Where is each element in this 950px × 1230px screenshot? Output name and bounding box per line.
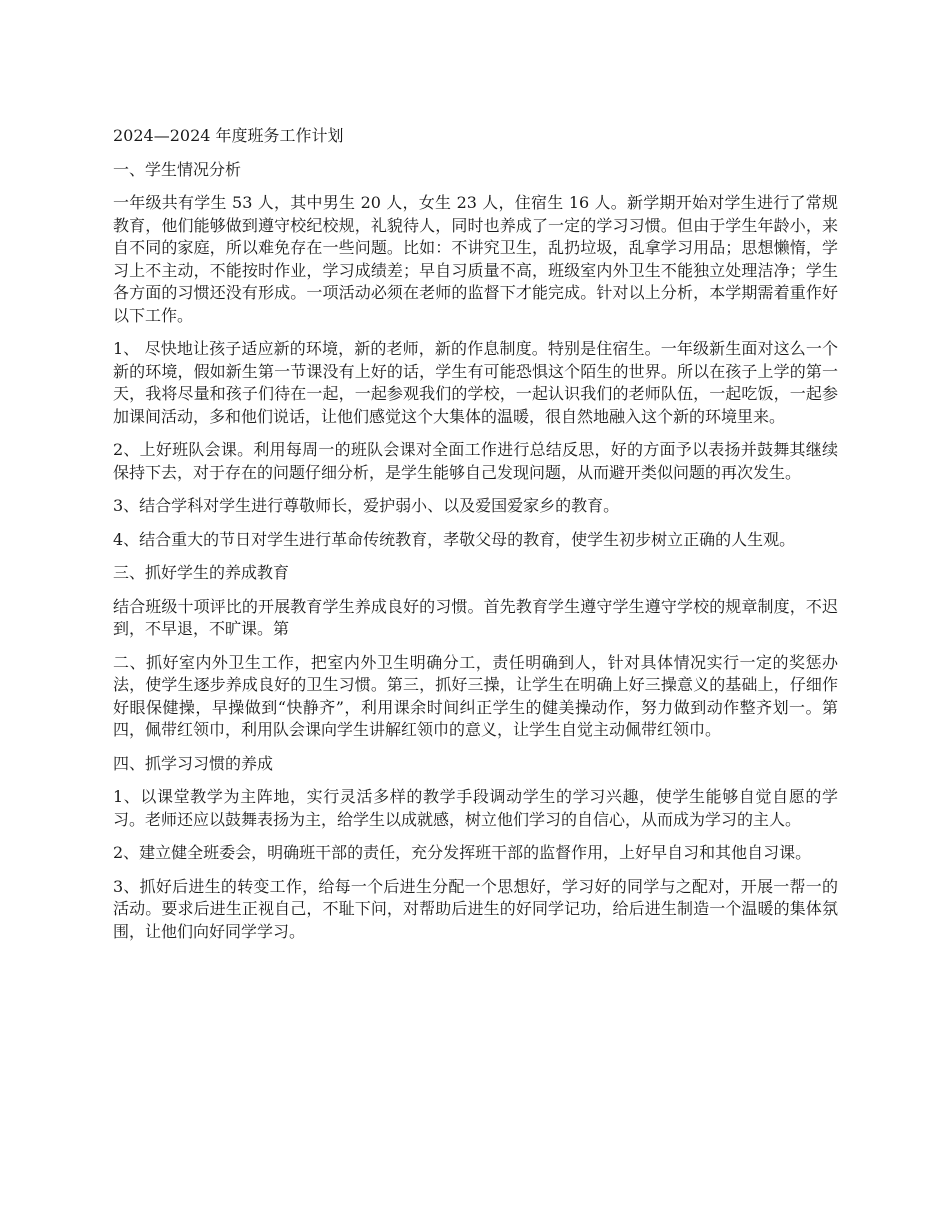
paragraph-item-2-class-meeting: 2、上好班队会课。利用每周一的班队会课对全面工作进行总结反思，好的方面予以表扬并鼓舞其继续保持下去，对于存在的问题仔细分析，是学生能够自己发现问题，从而避开类似问题的再次发生。 — [113, 440, 838, 482]
paragraph-hygiene-work: 二、抓好室内外卫生工作，把室内外卫生明确分工，责任明确到人，针对具体情况实行一定的奖惩办法，使学生逐步养成良好的卫生习惯。第三，抓好三操，让学生在明确上好三操意义的基础上，仔细作好眼保健操，早操做到“快静齐”，利用课余时间纠正学生的健美操动作，努力做到动作整齐划一。第四，佩带红领巾，利用队会课向学生讲解红领巾的意义，让学生自觉主动佩带红领巾。 — [113, 652, 838, 739]
paragraph-item-1-adapt: 1、 尽快地让孩子适应新的环境，新的老师，新的作息制度。特别是住宿生。一年级新生面对这么一个新的环境，假如新生第一节课没有上好的话，学生有可能恐惧这个陌生的世界。所以在孩子上学的第一天，我将尽量和孩子们待在一起，一起参观我们的学校，一起认识我们的老师队伍，一起吃饭，一起参加课间活动，多和他们说话，让他们感觉这个大集体的温暖，很自然地融入这个新的环境里来。 — [113, 339, 838, 426]
paragraph-student-analysis: 一年级共有学生 53 人，其中男生 20 人，女生 23 人，住宿生 16 人。新学期开始对学生进行了常规教育，他们能够做到遵守校纪校规，礼貌待人，同时也养成了一定的学习习惯。但由于学生年龄小，来自不同的家庭，所以难免存在一些问题。比如：不讲究卫生，乱扔垃圾，乱拿学习用品；思想懒惰，学习上不主动，不能按时作业，学习成绩差；早自习质量不高，班级室内外卫生不能独立处理洁净；学生各方面的习惯还没有形成。一项活动必须在老师的监督下才能完成。针对以上分析，本学期需着重作好以下工作。 — [113, 193, 838, 325]
paragraph-habits-evaluation: 结合班级十项评比的开展教育学生养成良好的习惯。首先教育学生遵守学生遵守学校的规章制度，不迟到，不早退，不旷课。第 — [113, 596, 838, 638]
document-title: 2024—2024 年度班务工作计划 — [113, 126, 344, 145]
paragraph-item-4-festival: 4、结合重大的节日对学生进行革命传统教育，孝敬父母的教育，使学生初步树立正确的人生观。 — [113, 529, 796, 549]
section-heading-student-analysis: 一、学生情况分析 — [113, 159, 242, 179]
section-heading-study-habits: 四、抓学习习惯的养成 — [113, 753, 274, 773]
paragraph-item-3-respect: 3、结合学科对学生进行尊敬师长，爱护弱小、以及爱国爱家乡的教育。 — [113, 496, 620, 515]
paragraph-study-item-1: 1、以课堂教学为主阵地，实行灵活多样的教学手段调动学生的学习兴趣，使学生能够自觉自愿的学习。老师还应以鼓舞表扬为主，给学生以成就感，树立他们学习的自信心，从而成为学习的主人。 — [113, 787, 838, 829]
document-page — [113, 125, 838, 954]
section-heading-habits: 三、抓好学生的养成教育 — [113, 563, 290, 582]
paragraph-study-item-2: 2、建立健全班委会，明确班干部的责任，充分发挥班干部的监督作用，上好早自习和其他自习课。 — [113, 843, 812, 862]
paragraph-study-item-3: 3、抓好后进生的转变工作，给每一个后进生分配一个思想好，学习好的同学与之配对，开展一帮一的活动。要求后进生正视自己，不耻下问，对帮助后进生的好同学记功，给后进生制造一个温暖的集体氛围，让他们向好同学学习。 — [113, 876, 838, 941]
